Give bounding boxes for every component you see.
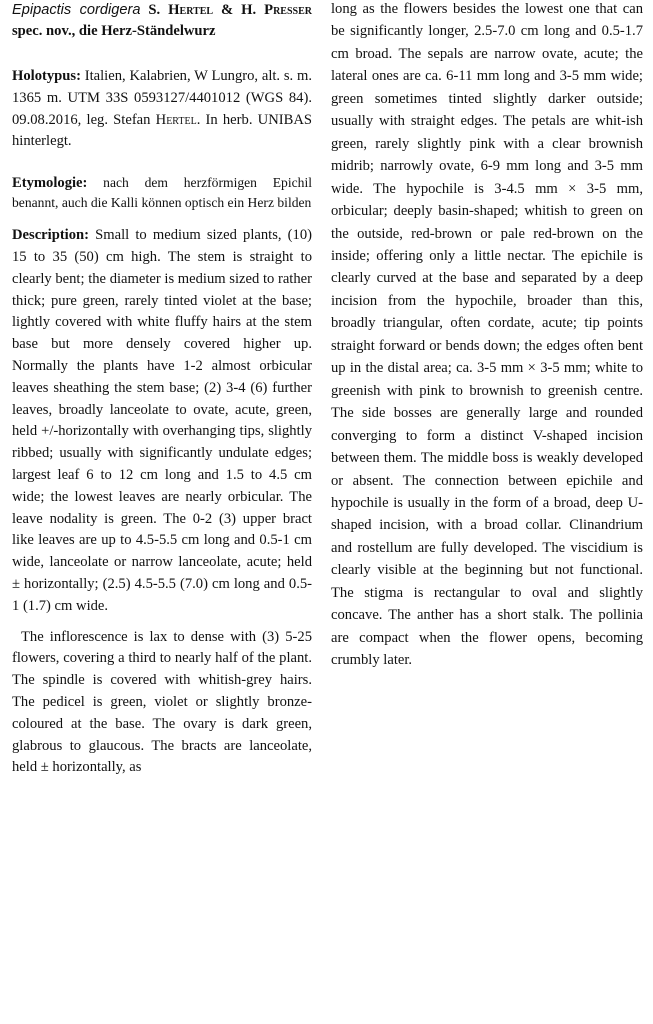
holotypus-text-1: Italien, Kalabrien, W Lungro, alt. s. m. 1365 m. UTM 33S 0593127/4401012 (WGS 84). 09.08.2016, leg. Stefan (12, 68, 312, 128)
etymologie-paragraph (12, 173, 312, 212)
holotypus-collector: Hertel (155, 111, 197, 128)
etymologie-label: Etymologie: (12, 175, 88, 192)
species-name: Epipactis cordigera (12, 2, 141, 18)
holotypus-paragraph (12, 66, 312, 153)
etymologie-text: nach dem herzförmigen Epichil benannt, auch die Kalli können optisch ein Herz bilden (12, 175, 312, 211)
holotypus-label: Holotypus: (12, 68, 81, 84)
author-prefix: S. (148, 2, 169, 18)
description-paragraph (12, 225, 312, 617)
holotypus-text-2: . In herb. UNIBAS hinterlegt. (12, 111, 312, 150)
left-column (12, 0, 312, 779)
right-column (331, 0, 643, 672)
heading-suffix: spec. nov., die Herz-Ständelwurz (12, 23, 216, 39)
author-amp: & H. (213, 2, 265, 18)
species-heading (12, 0, 312, 42)
flower-description-paragraph: long as the flowers besides the lowest one that can be significantly longer, 2.5-7.0 cm long and 0.5-1.7 cm broad. The sepals are narrow ovate, acute; the lateral ones are ca. 6-11 mm long and 3-5 mm wide; green sometimes tinted slightly darker outside; usually with straight edges. The petals are whit-ish green, rarely slightly pink with a clear brownish midrib; narrowly ovate, 6-9 mm long and 3-5 mm wide. The hypochile is 3-4.5 mm × 3-5 mm, orbicular; deeply basin-shaped; whitish to green on the outside, red-brown or pale red-brown on the inside; offering only a little nectar. The epichile is clearly curved at the base and separated by a deep incision from the hypochile, broader than this, broadly triangular, often cordate, acute; tip points straight forward or bends down; the edges often bent up in the distal area; ca. 3-5 mm × 3-5 mm; white to greenish with pink to brownish to greenish centre. The side bosses are generally large and rounded converging to form a distinct V-shaped incision between them. The middle boss is weakly developed or absent. The connection between epichile and hypochile is usually in the form of a broad, deep U-shaped incision, with a broad collar. Clinandrium and rostellum are fully developed. The viscidium is clearly visible at the beginning but not functional. The stigma is rectangular to oval and slightly concave. The anther has a short stalk. The pollinia are compact when the flower opens, becoming crumbly later. (331, 1, 643, 669)
description-label: Description: (12, 227, 90, 244)
author-2: Presser (264, 2, 312, 18)
author-1: Hertel (168, 2, 214, 18)
description-text: Small to medium sized plants, (10) 15 to 35 (50) cm high. The stem is straight to clearly bent; the diameter is medium sized to rather thick; pure green, rarely tinted violet at the base; lightly covered with white fluffy hairs at the stem base but more densely covered higher up. Normally the plants have 1-2 almost orbicular leaves sheathing the stem base; (2) 3-4 (6) further leaves, broadly lanceolate to ovate, acute, green, held +/-horizontally with overhanging tips, slightly ribbed; usually with significantly undulate edges; largest leaf 6 to 12 cm long and 1.5 to 4.5 cm wide; the lowest leaves are nearly orbicular. The leave nodality is green. The 0-2 (3) upper bract like leaves are up to 4.5-5.5 cm long and 0.5-1 cm wide, lanceolate or narrow lanceolate, acute; held ± horizontally; (2.5) 4.5-5.5 (7.0) cm long and 0.5-1 (1.7) cm wide. (12, 227, 312, 614)
inflorescence-paragraph: The inflorescence is lax to dense with (3) 5-25 flowers, covering a third to nearly half of the plant. The spindle is covered with whitish-grey hairs. The pedicel is green, violet or slightly bronze-coloured at the base. The ovary is dark green, glabrous to glaucous. The bracts are lanceolate, held ± horizontally, as (12, 628, 312, 776)
